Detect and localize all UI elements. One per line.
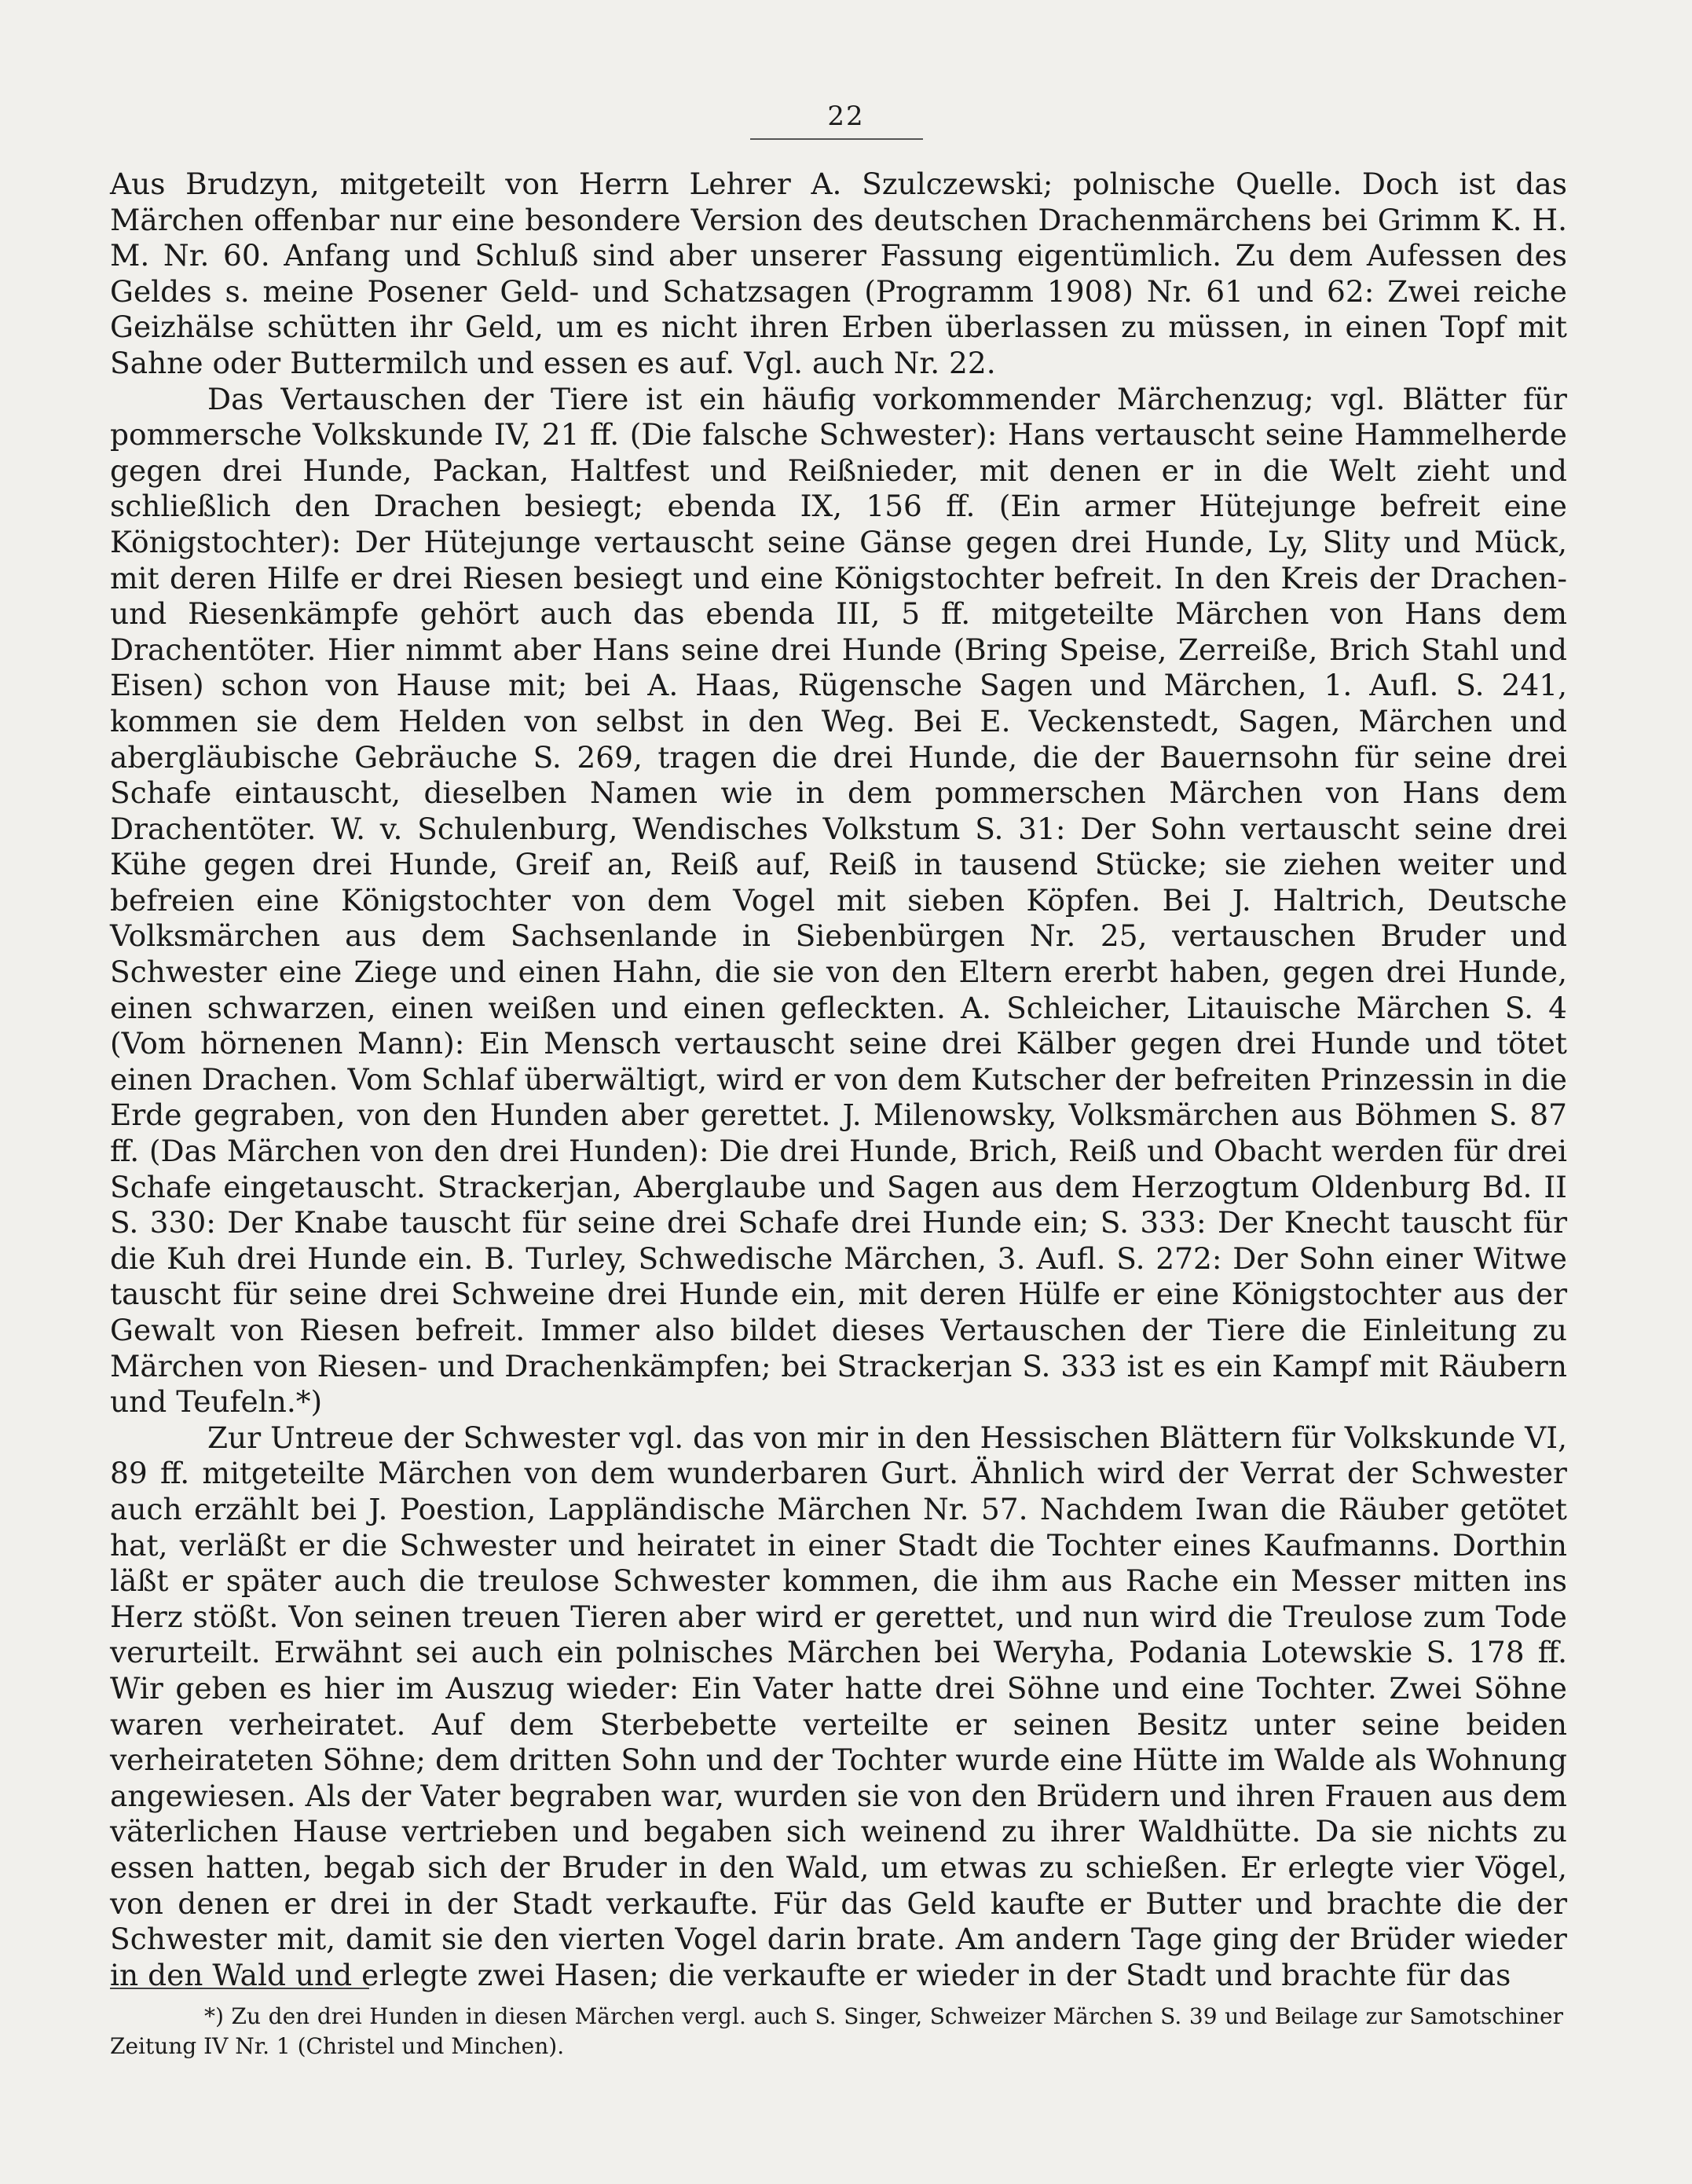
- footnote: *) Zu den drei Hunden in diesen Märchen vergl. auch S. Singer, Schweizer Märchen S. 39 und Beilage zur Samotschiner Zeitung IV Nr. 1 (Christel und Minchen).: [110, 2003, 1563, 2059]
- paragraph-sister-betrayal: Zur Untreue der Schwester vgl. das von mir in den Hessischen Blättern für Volkskunde VI, 89 ff. mitgeteilte Märchen von dem wunderbaren Gurt. Ähnlich wird der Verrat der Schwester auch erzählt bei J. Poestion, Lappländische Märchen Nr. 57. Nachdem Iwan die Räuber getötet hat, verläßt er die Schwester und heiratet in einer Stadt die Tochter eines Kaufmanns. Dorthin läßt er später auch die treulose Schwester kommen, die ihm aus Rache ein Messer mitten ins Herz stößt. Von seinen treuen Tieren aber wird er gerettet, und nun wird die Treulose zum Tode verurteilt. Erwähnt sei auch ein polnisches Märchen bei Weryha, Podania Lotewskie S. 178 ff. Wir geben es hier im Auszug wieder: Ein Vater hatte drei Söhne und eine Tochter. Zwei Söhne waren verheiratet. Auf dem Sterbebette verteilte er seinen Besitz unter seine beiden verheirateten Söhne; dem dritten Sohn und der Tochter wurde eine Hütte im Walde als Wohnung angewiesen. Als der Vater begraben war, wurden sie von den Brüdern und ihren Frauen aus dem väterlichen Hause vertrieben und begaben sich weinend zu ihrer Waldhütte. Da sie nichts zu essen hatten, begab sich der Bruder in den Wald, um etwas zu schießen. Er erlegte vier Vögel, von denen er drei in der Stadt verkaufte. Für das Geld kaufte er Butter und brachte die der Schwester mit, damit sie den vierten Vogel darin brate. Am andern Tage ging der Brüder wieder in den Wald und erlegte zwei Hasen; die verkaufte er wieder in der Stadt und brachte für das: [110, 1420, 1567, 1992]
- paragraph-source-note: Aus Brudzyn, mitgeteilt von Herrn Lehrer A. Szulczewski; polnische Quelle. Doch ist das Märchen offenbar nur eine besondere Version des deutschen Drachenmärchens bei Grimm K. H. M. Nr. 60. Anfang und Schluß sind aber unserer Fassung eigentümlich. Zu dem Aufessen des Geldes s. meine Posener Geld- und Schatzsagen (Programm 1908) Nr. 61 und 62: Zwei reiche Geizhälse schütten ihr Geld, um es nicht ihren Erben überlassen zu müssen, in einen Topf mit Sahne oder Buttermilch und essen es auf. Vgl. auch Nr. 22.: [110, 167, 1567, 380]
- page-number: 22: [827, 101, 865, 132]
- paragraph-animal-exchange: Das Vertauschen der Tiere ist ein häufig vorkommender Märchenzug; vgl. Blätter für pommersche Volkskunde IV, 21 ff. (Die falsche Schwester): Hans vertauscht seine Hammelherde gegen drei Hunde, Packan, Haltfest und Reißnieder, mit denen er in die Welt zieht und schließlich den Drachen besiegt; ebenda IX, 156 ff. (Ein armer Hütejunge befreit eine Königstochter): Der Hütejunge vertauscht seine Gänse gegen drei Hunde, Ly, Slity und Mück, mit deren Hilfe er drei Riesen besiegt und eine Königstochter befreit. In den Kreis der Drachen- und Riesenkämpfe gehört auch das ebenda III, 5 ff. mitgeteilte Märchen von Hans dem Drachentöter. Hier nimmt aber Hans seine drei Hunde (Bring Speise, Zerreiße, Brich Stahl und Eisen) schon von Hause mit; bei A. Haas, Rügensche Sagen und Märchen, 1. Aufl. S. 241, kommen sie dem Helden von selbst in den Weg. Bei E. Veckenstedt, Sagen, Märchen und abergläubische Gebräuche S. 269, tragen die drei Hunde, die der Bauernsohn für seine drei Schafe eintauscht, dieselben Namen wie in dem pommerschen Märchen von Hans dem Drachentöter. W. v. Schulenburg, Wendisches Volkstum S. 31: Der Sohn vertauscht seine drei Kühe gegen drei Hunde, Greif an, Reiß auf, Reiß in tausend Stücke; sie ziehen weiter und befreien eine Königstochter von dem Vogel mit sieben Köpfen. Bei J. Haltrich, Deutsche Volksmärchen aus dem Sachsenlande in Siebenbürgen Nr. 25, vertauschen Bruder und Schwester eine Ziege und einen Hahn, die sie von den Eltern ererbt haben, gegen drei Hunde, einen schwarzen, einen weißen und einen gefleckten. A. Schleicher, Litauische Märchen S. 4 (Vom hörnenen Mann): Ein Mensch vertauscht seine drei Kälber gegen drei Hunde und tötet einen Drachen. Vom Schlaf überwältigt, wird er von dem Kutscher der befreiten Prinzessin in die Erde gegraben, von den Hunden aber gerettet. J. Milenowsky, Volksmärchen aus Böhmen S. 87 ff. (Das Märchen von den drei Hunden): Die drei Hunde, Brich, Reiß und Obacht werden für drei Schafe eingetauscht. Strackerjan, Aberglaube und Sagen aus dem Herzogtum Oldenburg Bd. II S. 330: Der Knabe tauscht für seine drei Schafe drei Hunde ein; S. 333: Der Knecht tauscht für die Kuh drei Hunde ein. B. Turley, Schwedische Märchen, 3. Aufl. S. 272: Der Sohn einer Witwe tauscht für seine drei Schweine drei Hunde ein, mit deren Hülfe er eine Königstochter aus der Gewalt von Riesen befreit. Immer also bildet dieses Vertauschen der Tiere die Einleitung zu Märchen von Riesen- und Drachenkämpfen; bei Strackerjan S. 333 ist es ein Kampf mit Räubern und Teufeln.*): [110, 381, 1567, 1420]
- footnote-rule: [110, 1988, 369, 1989]
- header-rule: [750, 138, 923, 140]
- body-text: [110, 167, 1567, 1993]
